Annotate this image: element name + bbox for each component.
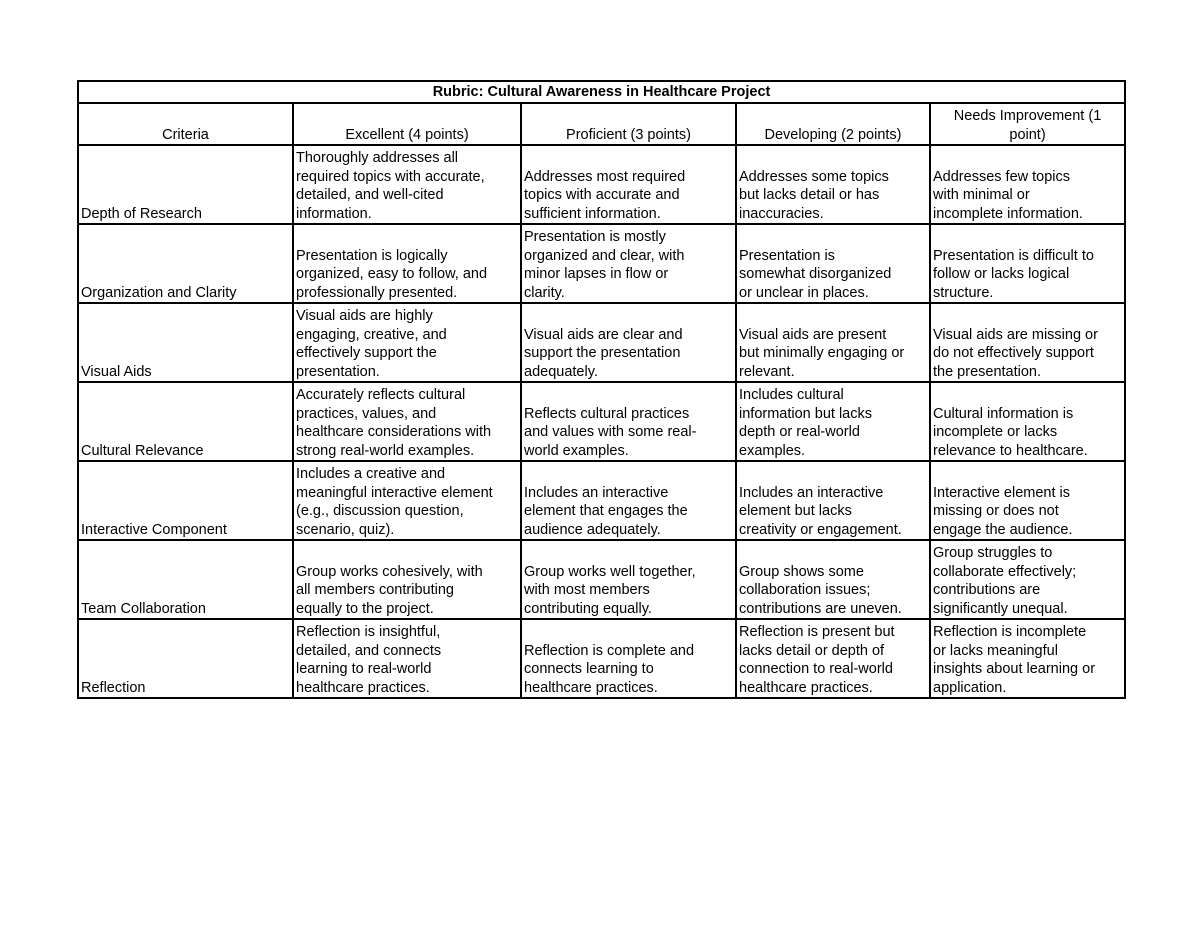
proficient-cell: Presentation is mostly organized and clear, with minor lapses in flow or clarity. (521, 224, 736, 303)
needs-improvement-cell: Presentation is difficult to follow or lacks logical structure. (930, 224, 1125, 303)
header-developing: Developing (2 points) (736, 103, 930, 145)
table-row (78, 224, 1125, 303)
table-row (78, 303, 1125, 382)
criteria-cell: Organization and Clarity (78, 224, 293, 303)
excellent-cell: Visual aids are highly engaging, creative, and effectively support the presentation. (293, 303, 521, 382)
table-row (78, 382, 1125, 461)
criteria-cell: Interactive Component (78, 461, 293, 540)
developing-cell: Visual aids are present but minimally engaging or relevant. (736, 303, 930, 382)
needs-improvement-cell: Reflection is incomplete or lacks meaningful insights about learning or application. (930, 619, 1125, 698)
excellent-cell: Reflection is insightful, detailed, and connects learning to real-world healthcare practices. (293, 619, 521, 698)
table-row (78, 540, 1125, 619)
proficient-cell: Group works well together, with most members contributing equally. (521, 540, 736, 619)
proficient-cell: Reflects cultural practices and values with some real- world examples. (521, 382, 736, 461)
table-title: Rubric: Cultural Awareness in Healthcare Project (78, 81, 1125, 103)
criteria-cell: Visual Aids (78, 303, 293, 382)
proficient-cell: Visual aids are clear and support the presentation adequately. (521, 303, 736, 382)
needs-improvement-cell: Addresses few topics with minimal or incomplete information. (930, 145, 1125, 224)
header-needs-improvement: Needs Improvement (1 point) (930, 103, 1125, 145)
excellent-cell: Presentation is logically organized, easy to follow, and professionally presented. (293, 224, 521, 303)
excellent-cell: Includes a creative and meaningful interactive element (e.g., discussion question, scenario, quiz). (293, 461, 521, 540)
excellent-cell: Thoroughly addresses all required topics with accurate, detailed, and well-cited information. (293, 145, 521, 224)
rubric-table (77, 80, 1126, 699)
developing-cell: Presentation is somewhat disorganized or unclear in places. (736, 224, 930, 303)
excellent-cell: Accurately reflects cultural practices, values, and healthcare considerations with strong real-world examples. (293, 382, 521, 461)
table-row (78, 619, 1125, 698)
title-row (78, 81, 1125, 103)
criteria-cell: Team Collaboration (78, 540, 293, 619)
header-row (78, 103, 1125, 145)
needs-improvement-cell: Cultural information is incomplete or lacks relevance to healthcare. (930, 382, 1125, 461)
needs-improvement-cell: Group struggles to collaborate effectively; contributions are significantly unequal. (930, 540, 1125, 619)
proficient-cell: Includes an interactive element that engages the audience adequately. (521, 461, 736, 540)
criteria-cell: Reflection (78, 619, 293, 698)
developing-cell: Reflection is present but lacks detail or depth of connection to real-world healthcare practices. (736, 619, 930, 698)
table-row (78, 145, 1125, 224)
proficient-cell: Reflection is complete and connects learning to healthcare practices. (521, 619, 736, 698)
header-excellent: Excellent (4 points) (293, 103, 521, 145)
table-row (78, 461, 1125, 540)
criteria-cell: Depth of Research (78, 145, 293, 224)
header-proficient: Proficient (3 points) (521, 103, 736, 145)
header-criteria: Criteria (78, 103, 293, 145)
developing-cell: Includes cultural information but lacks depth or real-world examples. (736, 382, 930, 461)
developing-cell: Addresses some topics but lacks detail or has inaccuracies. (736, 145, 930, 224)
developing-cell: Includes an interactive element but lacks creativity or engagement. (736, 461, 930, 540)
needs-improvement-cell: Visual aids are missing or do not effectively support the presentation. (930, 303, 1125, 382)
developing-cell: Group shows some collaboration issues; contributions are uneven. (736, 540, 930, 619)
excellent-cell: Group works cohesively, with all members contributing equally to the project. (293, 540, 521, 619)
needs-improvement-cell: Interactive element is missing or does not engage the audience. (930, 461, 1125, 540)
criteria-cell: Cultural Relevance (78, 382, 293, 461)
proficient-cell: Addresses most required topics with accurate and sufficient information. (521, 145, 736, 224)
